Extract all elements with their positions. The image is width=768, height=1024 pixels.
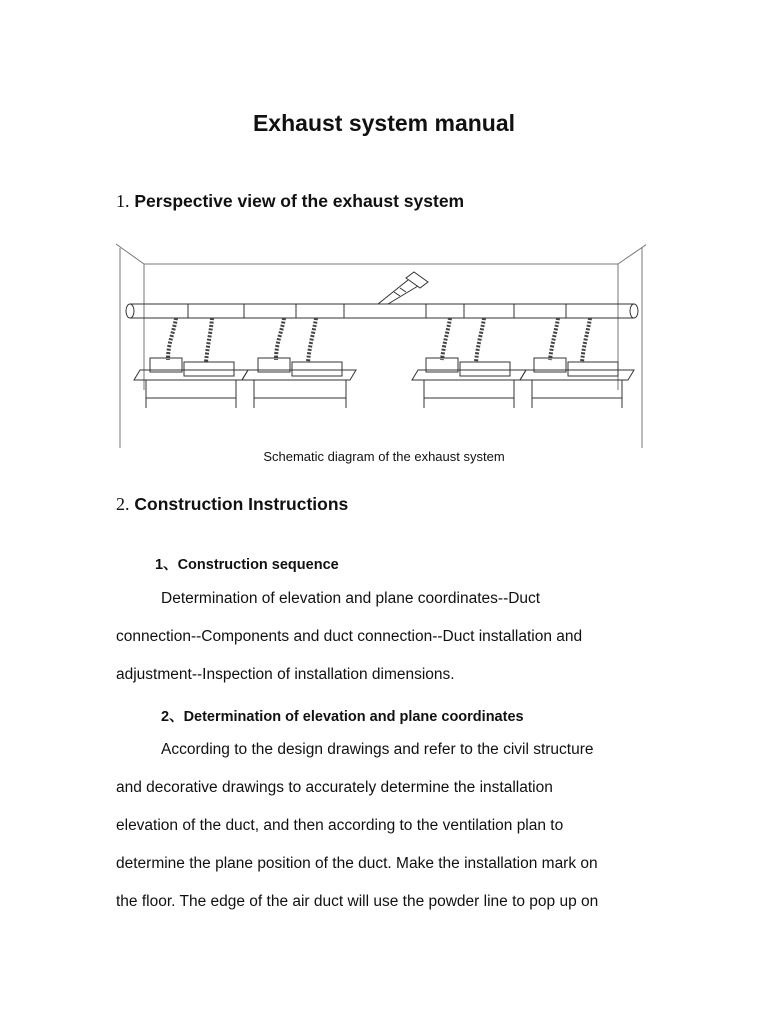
main-duct bbox=[126, 304, 638, 318]
paragraph-line: According to the design drawings and refer to the civil structure bbox=[161, 741, 594, 758]
figure-caption: Schematic diagram of the exhaust system bbox=[263, 449, 505, 464]
subsection1-heading: 1、Construction sequence bbox=[155, 557, 339, 573]
workbench-left bbox=[134, 358, 356, 408]
paragraph-line: adjustment--Inspection of installation dimensions. bbox=[116, 666, 455, 683]
paragraph-line: Determination of elevation and plane coordinates--Duct bbox=[161, 590, 541, 607]
room-outline bbox=[116, 242, 646, 448]
section2-heading bbox=[116, 494, 348, 515]
document-title: Exhaust system manual bbox=[252, 110, 516, 136]
roof-riser bbox=[378, 272, 428, 304]
section1-heading-text: Perspective view of the exhaust system bbox=[134, 191, 465, 211]
exhaust-system-diagram bbox=[116, 222, 646, 448]
paragraph-line: and decorative drawings to accurately determine the installation bbox=[116, 779, 553, 796]
paragraph-line: connection--Components and duct connection--Duct installation and bbox=[116, 628, 583, 645]
section1-number: 1. bbox=[116, 191, 130, 211]
paragraph-line: the floor. The edge of the air duct will use the powder line to pop up on bbox=[116, 893, 599, 910]
paragraph-line: determine the plane position of the duct. Make the installation mark on bbox=[116, 855, 598, 872]
paragraph-line: elevation of the duct, and then according to the ventilation plan to bbox=[116, 817, 564, 834]
workbench-right bbox=[412, 358, 634, 408]
flex-arms bbox=[168, 318, 590, 362]
section1-heading bbox=[116, 191, 464, 212]
subsection2-heading: 2、Determination of elevation and plane coordinates bbox=[161, 709, 524, 725]
section2-heading-text: Construction Instructions bbox=[134, 494, 349, 514]
section2-number: 2. bbox=[116, 494, 130, 514]
